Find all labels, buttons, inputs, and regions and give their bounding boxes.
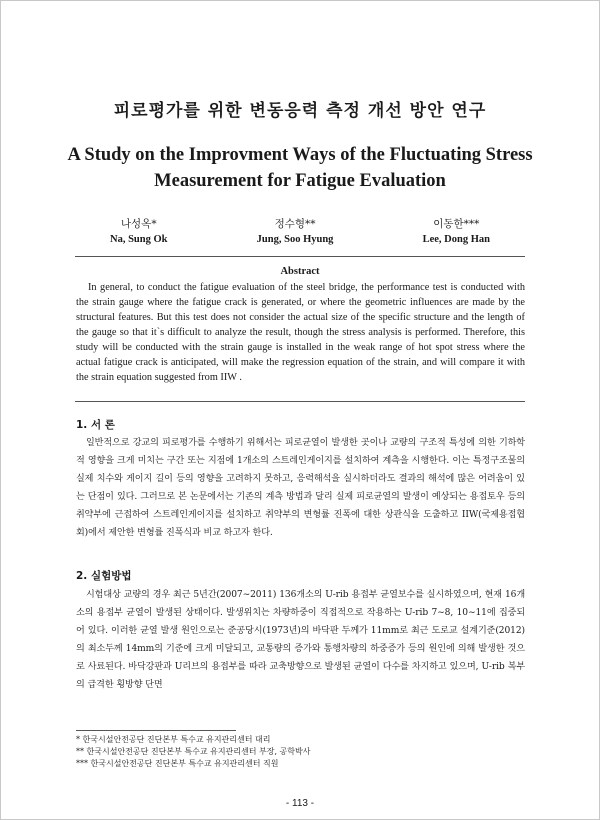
abstract-text: In general, to conduct the fatigue evaluation of the steel bridge, the performance test is conducted with the strain gauge where the fatigue crack is generated, or where the geometric influences are made by the structural features. But this test does not consider the actual size of the specific structure and the length of the gauge so that it`s difficult to analyze the result, though the stress analysis is performed. Therefore, this study will be conducted with the strain gauge is installed in the weak range of hot spot stress where the actual fatigue crack is anticipated, will make the regression equation of the strain, and will compare it with the strain equation suggested from IIW . xyxy=(76,282,525,383)
section-2-text: 시험대상 교량의 경우 최근 5년간(2007∼2011) 136개소의 U-rib 용접부 균열보수를 실시하였으며, 현재 16개소의 용접부 균열이 발생된 상태이다. 발생위치는 차량하중이 직접적으로 작용하는 U-rib 7∼8, 10∼11에 집중되어 있다. 이러한 균열 발생 원인으로는 준공당시(1973년)의 바닥판 두께가 11mm로 최근 도로교 설계기준(2012)의 최소두께 14mm의 기준에 크게 미달되고, 교통량의 증가와 통행차량의 하중증가 등의 원인에 의해 발생한 것으로 사료된다. 바닥강판과 U리브의 용접부를 따라 교축방향으로 발생된 균열이 다수를 차지하고 있으며, U-rib 복부의 급격한 횡방향 단면 xyxy=(76,590,525,690)
section-2-heading: 2. 실험방법 xyxy=(76,570,132,582)
author-1-name-en: Na, Sung Ok xyxy=(110,234,168,245)
abstract-top-rule xyxy=(75,256,525,257)
footnote-2: ** 한국시설안전공단 진단본부 특수교 유지관리센터 부장, 공학박사 xyxy=(76,747,311,756)
author-3-name-ko: 이동한*** xyxy=(433,218,480,230)
author-list xyxy=(110,216,490,248)
author-2-name-en: Jung, Soo Hyung xyxy=(256,234,334,245)
abstract-heading: Abstract xyxy=(280,266,320,277)
author-3 xyxy=(423,216,490,248)
page-number: - 113 - xyxy=(285,798,315,809)
footnotes xyxy=(76,734,525,770)
section-1-heading: 1. 서 론 xyxy=(76,419,115,431)
author-1 xyxy=(110,216,167,248)
footnote-3: *** 한국시설안전공단 진단본부 특수교 유지관리센터 직원 xyxy=(76,759,279,768)
footnote-1: * 한국시설안전공단 진단본부 특수교 유지관리센터 대리 xyxy=(76,735,271,744)
author-1-name-ko: 나성옥* xyxy=(120,218,157,230)
english-title: A Study on the Improvment Ways of the Fluctuating Stress Measurement for Fatigue Evaluation xyxy=(67,145,533,191)
section-1-text: 일반적으로 강교의 피로평가를 수행하기 위해서는 피로균열이 발생한 곳이나 교량의 구조적 특성에 의한 기하학적 영향을 크게 미치는 구간 또는 지점에 1개소의 스트레인게이지를 설치하여 계측을 시행한다. 이는 특정구조물의 실제 치수와 게이지 길이 등의 영향을 고려하지 못하고, 응력해석을 실시하더라도 결과의 해석에 많은 어려움이 있는 단점이 있다. 그러므로 본 논문에서는 기존의 계측 방법과 달리 실제 피로균열의 발생이 예상되는 용접토우 등의 취약부에 근접하여 스트레인게이지를 설치하고 취약부의 변형률 진폭에 대한 상관식을 도출하고 IIW(국제용접협회)에서 제안한 변형률 진폭식과 비교 하고자 한다. xyxy=(76,438,525,538)
korean-title: 피로평가를 위한 변동응력 측정 개선 방안 연구 xyxy=(113,101,487,121)
abstract-bottom-rule xyxy=(75,401,525,402)
author-3-name-en: Lee, Dong Han xyxy=(422,234,490,245)
author-2-name-ko: 정수형** xyxy=(274,218,316,230)
footnote-rule xyxy=(76,730,236,731)
author-2 xyxy=(257,216,334,248)
